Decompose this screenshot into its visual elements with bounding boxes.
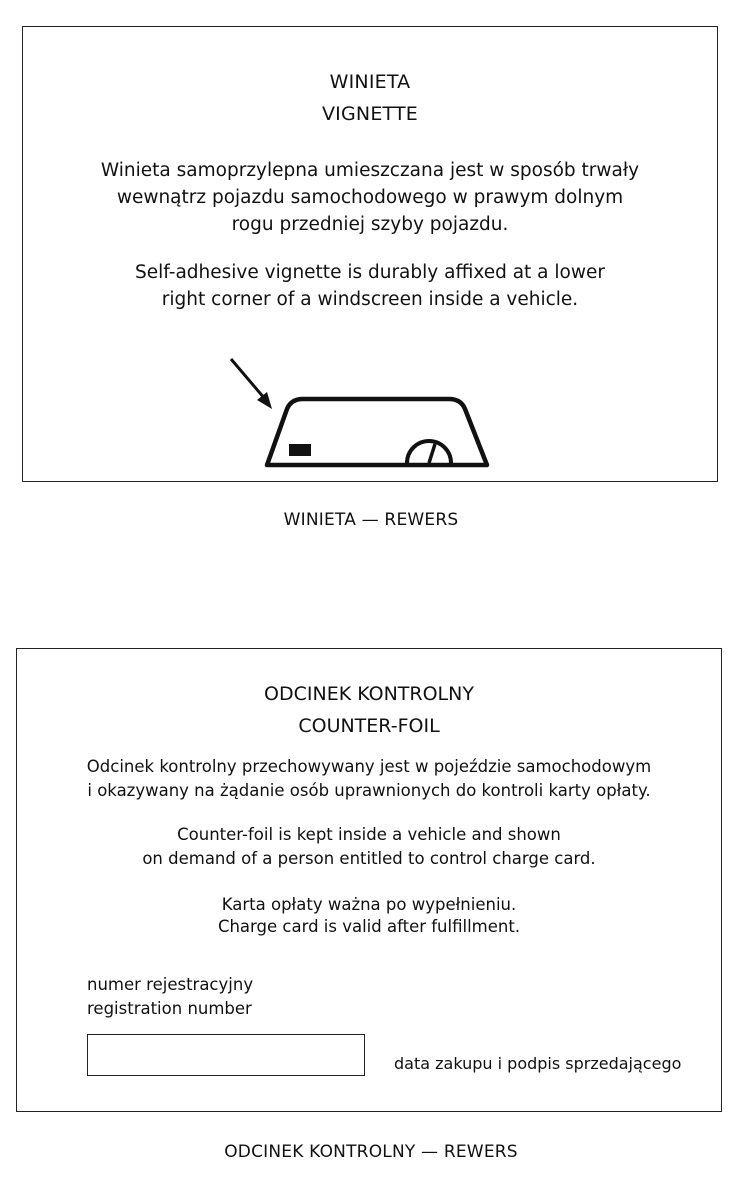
vignette-title-pl: WINIETA (329, 71, 411, 93)
vignette-text-en-line: Self-adhesive vignette is durably affixed at a lower (135, 262, 605, 283)
counterfoil-text-pl-line: Odcinek kontrolny przechowywany jest w pojeździe samochodowym (86, 757, 652, 776)
registration-label-pl: numer rejestracyjny (87, 975, 254, 994)
vignette-text-pl-line: rogu przedniej szyby pojazdu. (231, 214, 509, 235)
counterfoil-title-en: COUNTER-FOIL (298, 715, 440, 737)
counterfoil-text-en-line: on demand of a person entitled to control charge card. (142, 849, 596, 868)
arrow-icon (231, 359, 272, 409)
vignette-text-pl (23, 157, 717, 238)
counterfoil-card (16, 648, 722, 1112)
vignette-text-en (23, 259, 717, 313)
counterfoil-text-pl (17, 755, 721, 803)
registration-label (87, 973, 253, 1021)
vignette-caption: WINIETA — REWERS (283, 510, 459, 530)
registration-label-en: registration number (87, 999, 252, 1018)
vignette-card (22, 26, 718, 482)
vignette-sticker (289, 444, 311, 456)
counterfoil-text-en (17, 823, 721, 871)
validity-note (17, 894, 721, 938)
validity-note-line: Charge card is valid after fulfillment. (217, 917, 521, 936)
vignette-title-en: VIGNETTE (321, 103, 419, 125)
registration-number-field[interactable] (87, 1034, 365, 1076)
windscreen-diagram (223, 347, 503, 477)
counterfoil-caption: ODCINEK KONTROLNY — REWERS (224, 1142, 518, 1162)
windscreen-icon (267, 399, 487, 465)
vignette-text-pl-line: wewnątrz pojazdu samochodowego w prawym dolnym (116, 187, 624, 208)
counterfoil-text-pl-line: i okazywany na żądanie osób uprawnionych do kontroli karty opłaty. (87, 781, 651, 800)
validity-note-line: Karta opłaty ważna po wypełnieniu. (221, 895, 517, 914)
speedometer-needle (429, 444, 435, 463)
purchase-date-signature-label: data zakupu i podpis sprzedającego (394, 1054, 682, 1073)
counterfoil-text-en-line: Counter-foil is kept inside a vehicle and shown (177, 825, 561, 844)
vignette-text-pl-line: Winieta samoprzylepna umieszczana jest w sposób trwały (100, 160, 640, 181)
vignette-text-en-line: right corner of a windscreen inside a vehicle. (161, 289, 579, 310)
counterfoil-title-pl: ODCINEK KONTROLNY (264, 683, 474, 705)
